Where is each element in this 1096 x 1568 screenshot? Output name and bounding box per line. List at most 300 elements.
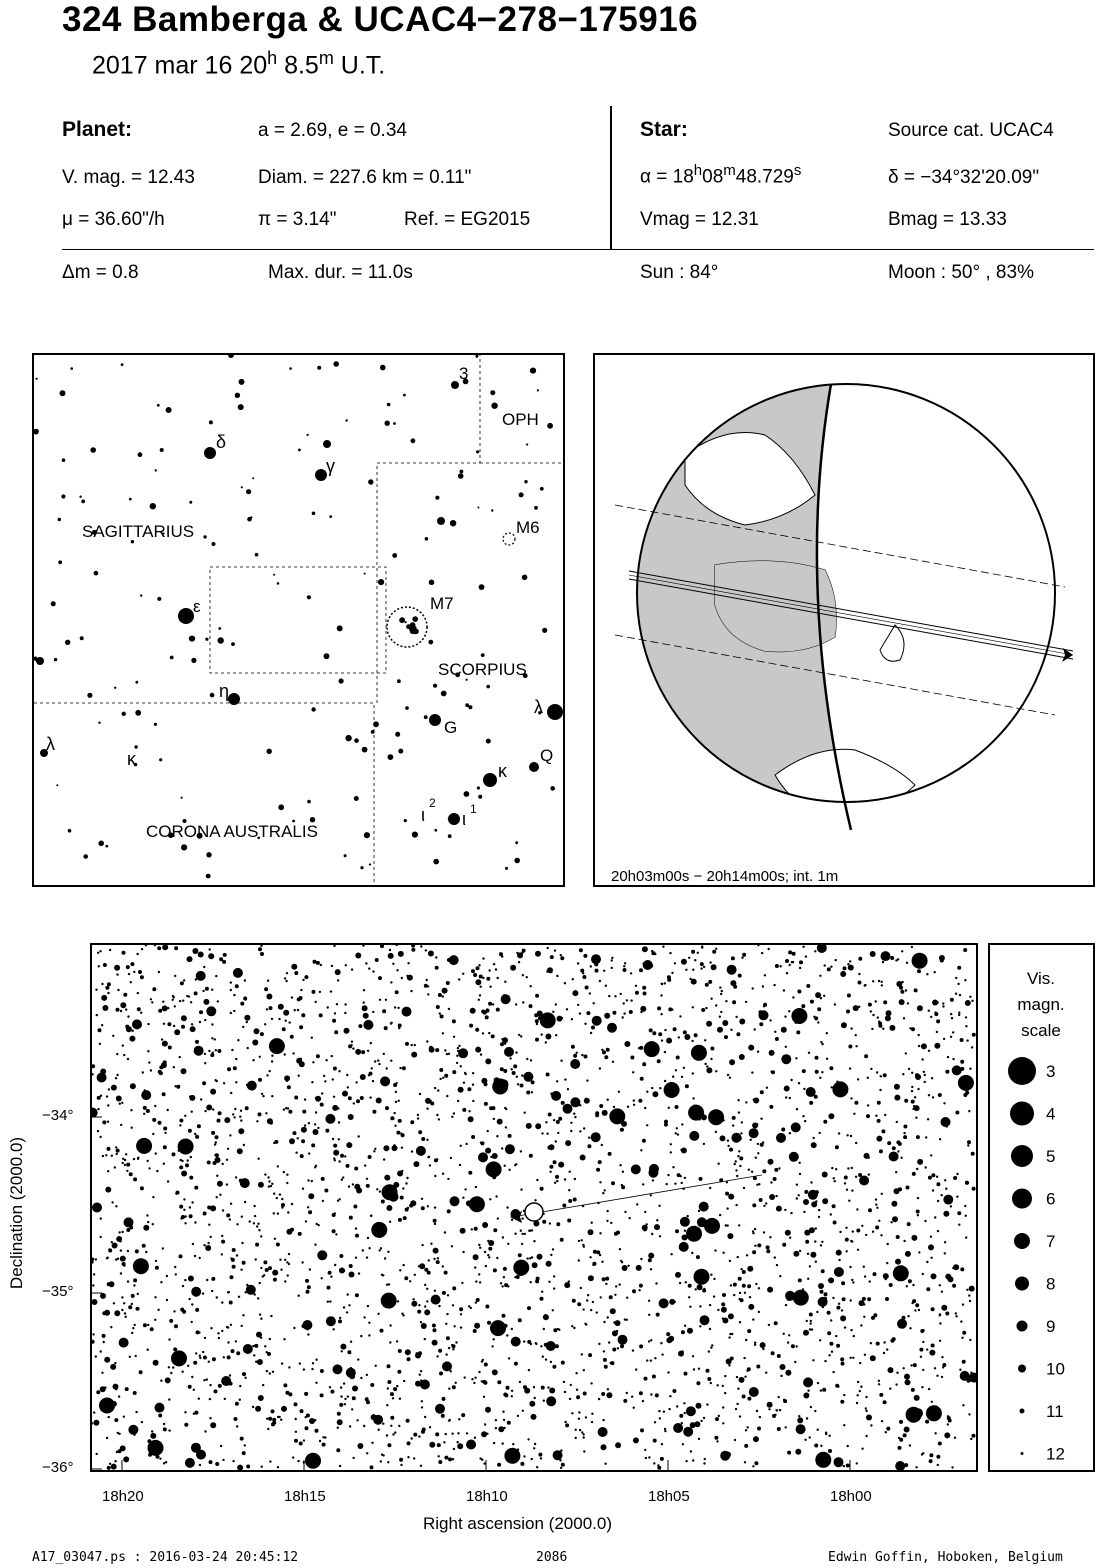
chart-star: [924, 1074, 926, 1076]
chart-star: [499, 952, 501, 954]
chart-star: [573, 1327, 575, 1329]
chart-star: [557, 1223, 559, 1225]
chart-star: [633, 1099, 635, 1101]
detail-chart-svg: [92, 945, 976, 1470]
chart-star: [920, 1329, 924, 1333]
chart-star: [102, 1120, 106, 1124]
chart-star: [485, 1305, 489, 1309]
chart-star: [451, 1245, 453, 1247]
chart-star: [650, 1268, 652, 1270]
chart-star: [609, 1108, 625, 1124]
chart-star: [269, 1121, 273, 1125]
chart-star: [442, 1361, 452, 1371]
chart-star: [283, 1383, 287, 1387]
chart-star: [639, 1391, 643, 1395]
chart-star: [737, 1256, 739, 1258]
chart-star: [502, 1411, 504, 1413]
chart-star: [640, 1006, 646, 1012]
chart-star: [810, 1322, 812, 1324]
chart-star: [890, 1221, 892, 1223]
chart-star: [732, 1116, 736, 1120]
chart-star: [545, 1034, 551, 1040]
chart-star: [334, 1030, 338, 1034]
chart-star: [237, 1465, 243, 1470]
chart-star: [154, 1296, 156, 1298]
chart-star: [400, 1464, 402, 1466]
chart-star: [542, 1220, 546, 1224]
chart-star: [848, 965, 854, 971]
chart-star: [478, 1152, 488, 1162]
chart-star: [760, 1143, 764, 1147]
chart-star: [413, 1457, 415, 1459]
chart-star: [970, 1372, 972, 1374]
planet-parallax: π = 3.14": [258, 209, 337, 230]
legend-dot: [1018, 1365, 1026, 1373]
chart-star: [811, 1142, 817, 1148]
chart-star: [320, 1393, 324, 1397]
chart-star: [556, 1080, 558, 1082]
chart-star: [521, 1217, 523, 1219]
chart-star: [688, 1296, 690, 1298]
chart-star: [511, 1450, 517, 1456]
chart-star: [355, 1257, 357, 1259]
chart-star: [787, 1451, 791, 1455]
chart-star: [297, 997, 301, 1001]
chart-star: [710, 1058, 712, 1060]
chart-star: [355, 953, 361, 959]
chart-star: [492, 1003, 494, 1005]
chart-star: [255, 1258, 257, 1260]
chart-star: [319, 1013, 323, 1017]
chart-star: [661, 1443, 663, 1445]
chart-star: [347, 1350, 351, 1354]
chart-star: [896, 1121, 898, 1123]
chart-star: [752, 1465, 754, 1467]
chart-star: [403, 1216, 407, 1220]
chart-star: [686, 1226, 702, 1242]
chart-star: [798, 1194, 800, 1196]
chart-star: [896, 1140, 900, 1144]
chart-star: [242, 1451, 246, 1455]
chart-star: [147, 1160, 149, 1162]
chart-star: [199, 1355, 201, 1357]
chart-star: [234, 1108, 236, 1110]
chart-star: [878, 1383, 880, 1385]
chart-star: [157, 1309, 159, 1311]
cluster-star: [399, 617, 405, 623]
chart-star: [505, 1144, 515, 1154]
chart-star: [475, 1280, 477, 1282]
chart-star: [93, 1420, 99, 1426]
chart-star: [610, 1222, 612, 1224]
chart-star: [944, 1432, 950, 1438]
chart-star: [905, 1379, 911, 1385]
chart-star: [757, 945, 759, 946]
chart-star: [621, 1185, 625, 1189]
faint-star: [98, 722, 100, 724]
chart-star: [721, 1307, 727, 1313]
chart-star: [306, 1290, 310, 1294]
chart-star: [221, 1330, 223, 1332]
chart-star: [280, 1269, 282, 1271]
chart-star: [760, 1342, 766, 1348]
chart-star: [561, 1101, 565, 1105]
chart-star: [709, 1328, 711, 1330]
chart-star: [156, 1455, 160, 1459]
chart-star: [446, 1313, 448, 1315]
chart-star: [912, 1172, 916, 1176]
chart-star: [315, 1001, 317, 1003]
chart-star: [757, 1143, 759, 1145]
chart-star: [435, 1048, 439, 1052]
chart-star: [111, 1201, 113, 1203]
chart-star: [619, 1164, 621, 1166]
chart-star: [744, 1444, 748, 1448]
chart-star: [968, 1110, 970, 1112]
chart-star: [813, 1016, 815, 1018]
chart-star: [791, 1344, 795, 1348]
chart-star: [107, 982, 111, 986]
chart-star: [143, 1323, 147, 1327]
chart-star: [481, 1459, 483, 1461]
chart-star: [203, 1212, 207, 1216]
faint-star: [206, 874, 211, 879]
chart-star: [168, 1046, 172, 1050]
chart-star: [500, 1067, 504, 1071]
chart-star: [120, 1124, 122, 1126]
y-tick-35: −35°: [42, 1283, 74, 1300]
chart-star: [261, 1466, 263, 1468]
chart-star: [511, 1219, 513, 1221]
chart-star: [581, 1239, 583, 1241]
chart-star: [324, 1189, 328, 1193]
chart-star: [759, 1416, 761, 1418]
chart-star: [346, 1142, 352, 1148]
chart-star: [696, 1255, 700, 1259]
chart-star: [861, 1448, 863, 1450]
faint-star: [135, 681, 138, 684]
chart-star: [687, 1215, 689, 1217]
faint-star: [428, 640, 433, 645]
chart-star: [100, 1217, 102, 1219]
chart-star: [363, 989, 365, 991]
chart-star: [380, 1460, 382, 1462]
chart-star: [824, 964, 826, 966]
chart-star: [116, 1236, 122, 1242]
chart-star: [101, 995, 107, 1001]
chart-star: [666, 1038, 672, 1044]
chart-star: [211, 1023, 213, 1025]
chart-star: [137, 1142, 141, 1146]
x-tick-18h15: 18h15: [284, 1488, 326, 1505]
chart-star: [570, 1097, 580, 1107]
chart-star: [508, 1134, 512, 1138]
chart-star: [701, 1008, 705, 1012]
faint-star: [81, 500, 85, 504]
faint-star: [339, 678, 344, 683]
chart-star: [179, 1056, 181, 1058]
chart-star: [828, 1449, 832, 1453]
chart-star: [944, 1241, 946, 1243]
chart-star: [755, 1157, 757, 1159]
chart-star: [937, 1464, 939, 1466]
chart-star: [381, 1293, 397, 1309]
chart-star: [657, 1466, 661, 1470]
chart-star: [495, 1427, 497, 1429]
chart-star: [518, 1034, 520, 1036]
chart-star: [446, 1336, 450, 1340]
chart-star: [835, 959, 837, 961]
chart-star: [179, 1165, 183, 1169]
chart-star: [183, 979, 185, 981]
faint-star: [435, 496, 439, 500]
chart-star: [618, 1335, 628, 1345]
chart-star: [536, 1466, 538, 1468]
chart-star: [102, 1155, 104, 1157]
chart-star: [503, 1276, 505, 1278]
chart-star: [715, 1070, 717, 1072]
chart-star: [353, 1205, 357, 1209]
chart-star: [409, 1280, 411, 1282]
chart-star: [930, 1257, 932, 1259]
chart-star: [515, 1003, 517, 1005]
chart-star: [683, 1427, 693, 1437]
chart-star: [189, 1214, 193, 1218]
chart-star: [206, 1378, 208, 1380]
chart-star: [762, 1348, 764, 1350]
chart-star: [217, 1000, 219, 1002]
chart-star: [556, 975, 558, 977]
chart-star: [664, 982, 666, 984]
chart-star: [448, 1347, 450, 1349]
chart-star: [445, 1353, 447, 1355]
chart-star: [895, 1171, 897, 1173]
chart-star: [798, 1010, 804, 1016]
legend-mag-label: 6: [1046, 1189, 1056, 1209]
faint-star: [371, 730, 375, 734]
chart-star: [946, 1195, 948, 1197]
chart-star: [356, 1099, 360, 1103]
chart-star: [846, 1189, 848, 1191]
chart-star: [692, 1006, 694, 1008]
chart-star: [664, 1428, 666, 1430]
faint-star: [534, 506, 538, 510]
chart-star: [508, 1357, 510, 1359]
chart-star: [429, 1442, 435, 1448]
chart-star: [610, 1362, 612, 1364]
chart-star: [535, 1342, 537, 1344]
chart-star: [180, 981, 184, 985]
chart-star: [473, 1254, 479, 1260]
chart-star: [676, 1405, 678, 1407]
chart-star: [472, 1100, 474, 1102]
chart-star: [531, 1080, 535, 1084]
chart-star: [672, 1089, 676, 1093]
chart-star: [227, 1355, 231, 1359]
faint-star: [364, 832, 370, 838]
chart-star: [835, 1145, 839, 1149]
chart-star: [843, 966, 847, 970]
chart-star: [884, 1114, 886, 1116]
chart-star: [366, 1178, 368, 1180]
chart-star: [700, 967, 702, 969]
chart-star: [92, 1073, 94, 1075]
chart-star: [271, 1018, 273, 1020]
chart-star: [424, 1284, 426, 1286]
chart-star: [908, 1279, 912, 1283]
chart-star: [503, 1419, 505, 1421]
chart-star: [168, 1338, 170, 1340]
chart-star: [130, 962, 134, 966]
chart-star: [131, 1332, 133, 1334]
chart-star: [742, 953, 746, 957]
chart-star: [648, 1456, 650, 1458]
chart-star: [238, 1128, 244, 1134]
chart-star: [722, 1138, 724, 1140]
chart-star: [203, 1244, 205, 1246]
chart-star: [546, 1341, 556, 1351]
chart-star: [650, 1194, 652, 1196]
chart-star: [284, 1280, 286, 1282]
chart-star: [606, 1048, 610, 1052]
chart-star: [162, 945, 168, 950]
chart-star: [139, 1370, 143, 1374]
chart-star: [664, 1029, 666, 1031]
chart-star: [819, 975, 821, 977]
chart-star: [692, 1072, 694, 1074]
chart-star: [226, 1159, 228, 1161]
chart-star: [969, 1339, 971, 1341]
faint-star: [411, 438, 416, 443]
chart-star: [971, 1152, 975, 1156]
chart-star: [877, 1101, 881, 1105]
chart-star: [414, 1274, 416, 1276]
faint-star: [277, 582, 280, 585]
chart-star: [253, 1205, 255, 1207]
chart-star: [292, 1456, 294, 1458]
chart-star: [570, 1384, 572, 1386]
chart-star: [475, 1186, 477, 1188]
chart-star: [255, 1406, 261, 1412]
star-bmag: Bmag = 13.33: [888, 209, 1007, 230]
chart-star: [827, 967, 831, 971]
chart-star: [602, 1277, 606, 1281]
chart-star: [148, 1167, 150, 1169]
chart-star: [875, 1203, 877, 1205]
chart-star: [916, 1168, 918, 1170]
chart-star: [368, 1074, 370, 1076]
chart-star: [768, 948, 770, 950]
chart-star: [241, 1242, 243, 1244]
chart-star: [475, 1047, 481, 1053]
chart-star: [282, 1027, 286, 1031]
chart-star: [692, 1355, 694, 1357]
chart-star: [640, 1428, 644, 1432]
chart-star: [749, 1296, 751, 1298]
chart-star: [334, 1264, 336, 1266]
chart-star: [116, 1451, 118, 1453]
chart-star: [955, 1312, 957, 1314]
faint-star: [114, 687, 116, 689]
chart-star: [853, 1113, 855, 1115]
chart-star: [496, 1008, 500, 1012]
chart-star: [257, 1223, 259, 1225]
chart-star: [648, 1300, 650, 1302]
chart-star: [656, 1313, 660, 1317]
chart-star: [277, 1466, 279, 1468]
chart-star: [120, 1249, 122, 1251]
star-source: Source cat. UCAC4: [888, 120, 1054, 141]
chart-star: [221, 1235, 223, 1237]
chart-star: [191, 1201, 193, 1203]
chart-star: [269, 1006, 273, 1010]
chart-star: [346, 1311, 348, 1313]
chart-star: [787, 1341, 789, 1343]
chart-star: [541, 1033, 543, 1035]
chart-star: [958, 1014, 960, 1016]
chart-star: [426, 1139, 428, 1141]
chart-star: [366, 1256, 368, 1258]
chart-star: [287, 1211, 289, 1213]
chart-star: [140, 1186, 144, 1190]
chart-star: [370, 1383, 374, 1387]
chart-star: [735, 1204, 737, 1206]
chart-star: [195, 1040, 199, 1044]
chart-star: [754, 1344, 756, 1346]
chart-star: [215, 1135, 219, 1139]
chart-star: [806, 1320, 808, 1322]
chart-star: [608, 1152, 612, 1156]
chart-star: [254, 1215, 256, 1217]
chart-star: [693, 1368, 695, 1370]
chart-star: [930, 1016, 932, 1018]
chart-star: [279, 1193, 281, 1195]
chart-star: [258, 947, 262, 951]
chart-star: [192, 1243, 194, 1245]
chart-star: [504, 1043, 506, 1045]
chart-star: [652, 1375, 656, 1379]
chart-star: [339, 1254, 343, 1258]
chart-star: [622, 1265, 628, 1271]
chart-star: [934, 1043, 940, 1049]
chart-star: [726, 1359, 732, 1365]
chart-star: [753, 1436, 759, 1442]
chart-star: [402, 1314, 404, 1316]
chart-star: [300, 1409, 304, 1413]
chart-star: [384, 1175, 390, 1181]
faint-star: [362, 747, 368, 753]
chart-star: [485, 1058, 491, 1064]
chart-star: [165, 1377, 171, 1383]
chart-star: [717, 1309, 719, 1311]
chart-star: [354, 1167, 358, 1171]
chart-star: [292, 1052, 294, 1054]
chart-star: [179, 1254, 183, 1258]
faint-star: [324, 653, 330, 659]
chart-star: [235, 1081, 237, 1083]
chart-star: [711, 964, 717, 970]
chart-star: [747, 1426, 749, 1428]
chart-star: [301, 1127, 307, 1133]
chart-star: [387, 1387, 389, 1389]
chart-star: [221, 1301, 223, 1303]
chart-star: [120, 1010, 122, 1012]
chart-star: [97, 1096, 101, 1100]
chart-star: [511, 1068, 513, 1070]
chart-star: [233, 1066, 237, 1070]
chart-star: [286, 1174, 288, 1176]
chart-star: [448, 1053, 450, 1055]
